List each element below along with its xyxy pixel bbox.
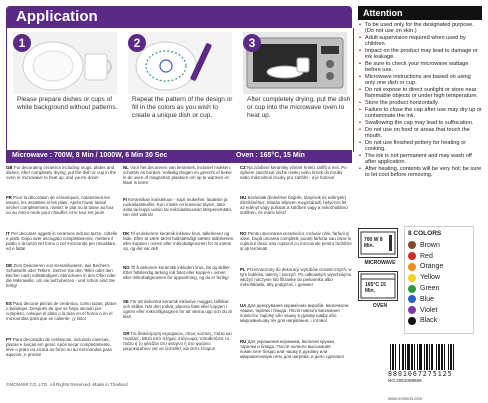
website-text: www.monami.com — [388, 396, 422, 401]
attention-item: • Store the product horizontally. — [365, 100, 482, 106]
lang-text: Per decorare oggetti in ceramica incluso tazze, coltelle e piatti. Dopo aver asciugato completamente, mettere il piatto o la tazza nel forno o nel microonde per riscaldare, ed è fatta! — [6, 231, 118, 252]
lang-block-dk — [123, 231, 235, 251]
barcode — [388, 344, 482, 388]
attention-item: • Failure to close the cap after use may dry up or contaminate the ink. — [365, 107, 482, 119]
color-list — [404, 226, 474, 334]
step-1 — [9, 28, 121, 152]
step-number: 1 — [13, 34, 31, 52]
color-swatch-icon — [408, 295, 416, 303]
lang-code: HU — [240, 195, 247, 200]
lang-text: Pentru decorarea ceramicilor, inclusiv căni, farfurii și vase. După uscarea completă, puneți farfuria sau cana în cuptorul clasic sau cuptorul cu microunde pentru încălzire și ați terminat! — [240, 231, 352, 252]
lang-block-fr — [6, 195, 118, 215]
lang-text: Til at dekorere keramik inklusiv krus, tallerkener og fade. Efter at være tørret fuldstændigt sættes tallerkenen eller koppen i ovnen eller mikrobølgeovnen for at varme op, og det var det! — [123, 231, 234, 252]
lang-block-hu — [240, 195, 352, 215]
microwave-spec: Microwave : 700W, 8 Min / 1000W, 6 Min 30 Sec — [12, 152, 168, 159]
attention-item: • After heating, contents will be very hot; be sure to let cool before removing. — [365, 166, 482, 178]
attention-item: • Be sure to check your microwave wattage before use. — [365, 61, 482, 73]
attention-item: • The ink is not permanent and may wash off after application. — [365, 153, 482, 165]
lang-code: ES — [6, 301, 12, 306]
lang-text: För att dekorera keramik inklusive muggar, tallrikar och skålar. När den torkat, placera fatet eller koppen i ugnen eller mikrovågsugnen för att värma upp och du är klar! — [123, 299, 233, 320]
lang-block-ro — [240, 231, 352, 251]
color-item: Yellow — [408, 272, 470, 283]
lang-code: RU — [240, 339, 247, 344]
lang-block-no — [123, 265, 235, 280]
barcode-icon — [388, 344, 482, 370]
application-steps — [6, 28, 354, 152]
color-item: Blue — [408, 294, 470, 305]
step-text: After completely drying, put the dish or cup into the microwave oven to heat up. — [247, 96, 351, 119]
lang-code: GB — [6, 165, 13, 170]
lang-block-cz — [240, 165, 352, 180]
lang-block-nl — [123, 165, 235, 185]
lang-block-it — [6, 231, 118, 251]
attention-item: • Impact on the product may lead to damage or ink leakage. — [365, 48, 482, 60]
color-item: Red — [408, 251, 470, 262]
attention-panel — [358, 6, 482, 179]
color-swatch-icon — [408, 274, 416, 282]
attention-item: • Swallowing the cap may lead to suffocation. — [365, 120, 482, 126]
attention-list — [358, 22, 482, 178]
color-swatch-icon — [408, 263, 416, 271]
lang-text: Voor het decoreren van keramiek, inclusief mokken, schotels en borden. Volledig drogen en gerecht of beker in de oven of magnetron plaatsen om op te warmen en klaar is kees! — [123, 165, 232, 186]
lang-code: FR — [6, 195, 12, 200]
color-item: Green — [408, 283, 470, 294]
step-2 — [124, 28, 236, 152]
color-item: Violet — [408, 305, 470, 316]
microwave-icon — [358, 228, 398, 258]
lang-text: Zum Dekorieren von Keramikwaren, wie Bechern, Schüsseln oder Tellern. Setzen Sie den Teller oder den Becher nach vollständigem Abtrocknen in den Ofen oder die Mikrowelle, um sie aufzuheizen - und schon sind Sie fertig! — [6, 263, 116, 289]
lang-code: SE — [123, 299, 129, 304]
lang-code: PL — [240, 267, 246, 272]
oven-spec: Oven : 165°C, 15 Min — [236, 152, 305, 159]
multilingual-instructions — [6, 165, 352, 380]
lang-code: DE — [6, 263, 13, 268]
lang-text: Przeznaczony do dekoracji wyrobów ceramicznych, w tym kubków, talerzy i naczyń. Po całkowitym wyschnięciu włożyć naczynie lub filiżankę do piekarnika albo mikrofalówki, aby podgrzać, i gotowe! — [240, 267, 352, 288]
lang-code: DK — [123, 231, 130, 236]
lang-block-de — [6, 263, 118, 288]
lang-text: Til å dekorere keramikk inkludert krus, fat og skåler. Etter fullstendig tørking må fatet eller koppen i ovnen eller mikrobølgeovnen for oppvarming, og du er ferdig! — [123, 265, 231, 281]
attention-item: • Adult supervision required when used by children. — [365, 35, 482, 47]
application-header — [6, 6, 352, 28]
lang-block-gb — [6, 165, 118, 180]
lang-code: UA — [240, 303, 247, 308]
lang-code: GR — [123, 331, 130, 336]
microwave-label: MICROWAVE — [364, 260, 396, 266]
lang-text: Para decoração de cerâmicas, incluindo canecas, placas e louças em geral. Após secar completamente, leve o prato ou xícara ao forno ou ao microondas para aquecer, e pronto! — [6, 337, 112, 358]
lang-text: Για διακόσμηση κεραμικών, όπως κούπες, πιάτα και πιατέλες. Μετά από πλήρες στέγνωμα, τοποθετήστε το πιάτο ή το φλιτζάνι στο φούρνο ή στο φούρνο μικροκυμάτων για να ζεσταθεί, και είστε έτοιμοι! — [123, 331, 232, 352]
barcode-number: 8801067275125 — [388, 370, 453, 378]
oven-value: 165°C 15 Min. — [365, 282, 386, 294]
lang-text: Na zdobení keramiky včetně hrnků, talířů a mís. Po úplném zaschnutí vložte misku nebo hrnek do trouby nebo mikrovlnné trouby pro zahřátí - a je hotovo! — [240, 165, 347, 181]
application-title: Application — [16, 8, 98, 25]
color-item: Orange — [408, 262, 470, 273]
lang-code: PT — [6, 337, 12, 342]
step-text: Please prepare dishes or cups of white background without patterns. — [17, 96, 118, 111]
step-text: Repeat the pattern of the design or fill in the colors as you wish to create a unique dish or cup. — [132, 96, 233, 119]
attention-item: • To be used only for the designated purpose. (Do not use on skin.) — [365, 22, 482, 34]
lang-text: For decorating ceramics including mugs, plates and dishes. After completely drying, put the dish or cup in the oven or microwave to heat up, and you're done! — [6, 165, 117, 181]
attention-title: Attention — [358, 6, 482, 20]
heating-icons — [358, 228, 402, 314]
attention-item: • Do not use on food or areas that touch the mouth. — [365, 127, 482, 139]
lang-code: FI — [123, 197, 127, 202]
lang-code: NO — [123, 265, 130, 270]
microwave-value: 700 W 8 Min. — [364, 237, 383, 249]
step-3 — [239, 28, 351, 152]
attention-item: • Do not expose to direct sunlight or store near flammable objects or under high temperature. — [365, 87, 482, 99]
colors-title: 8 COLORS — [408, 230, 442, 237]
color-swatch-icon — [408, 306, 416, 314]
lang-code: NL — [123, 165, 129, 170]
lang-text: Kerámiák (beleértve bögrék, tányérok és edények) díszítéséhez. Miután teljesen megszáradt, helyezze fel az edényt vagy poharat a sütőben vagy a mikrohullámú sütőben, és máris kész! — [240, 195, 348, 216]
attention-item: • Do not use finished pottery for heating or cooking. — [365, 140, 482, 152]
step-number: 3 — [243, 34, 261, 52]
lang-text: Для декорування керамічних виробів, включаючи чашки, тарілки і блюда. Після повного висихання помістіть тарілку або чашку в духову шафу або мікрохвильову піч для нагрівання, і готово! — [240, 303, 349, 324]
color-swatch-icon — [408, 241, 416, 249]
color-swatch-icon — [408, 285, 416, 293]
color-swatch-icon — [408, 252, 416, 260]
oven-label: OVEN — [372, 303, 388, 309]
lang-text: Keramiikan koristeluun - sopii mukeihin, lautasiin ja ruokailuastioihin. Kun muste on kuivunut täysin, laita astia tai kuppi uuniin tai mikroaaltouuniin lämpenemään, niin olet valmis! — [123, 197, 233, 218]
attention-item: • Microwave instructions are based on using only one dish or cup. — [365, 74, 482, 86]
color-swatch-icon — [408, 317, 416, 325]
lang-block-ua — [240, 303, 352, 323]
heating-spec-bar — [6, 150, 352, 163]
lang-block-ru — [240, 339, 352, 359]
lang-block-se — [123, 299, 235, 319]
step-number: 2 — [128, 34, 146, 52]
lang-code: RO — [240, 231, 247, 236]
lang-block-fi — [123, 197, 235, 217]
lang-block-es — [6, 301, 118, 321]
lang-text: Для украшения керамики, включая кружки, тарелки и блюда. После полного высыхания поместите блюдо или чашку в духовку или микроволновую печь для нагрева, и дело сделано! — [240, 339, 344, 360]
copyright-text: ©MONAMI CO.,LTD. All Rights Reserved. Made in Thailand — [6, 382, 128, 387]
lang-text: Pour la décoration de céramiques, notamment les tasses, les assiettes et les plats. Après l'avoir laissé sécher complètement, mettez le plat ou la tasse au four ou au micro-onde pour chauffer, et le tour est joué! — [6, 195, 114, 216]
barcode-ref: NO.2051059508 — [388, 378, 422, 383]
lang-text: Para decorar piezas de cerámica, como tazas, platos o bandejas. Después de que se haya secado por completo, coloque el plato o la taza en el horno o en el microondas para que se caliente, ¡y listo! — [6, 301, 117, 322]
lang-code: CZ — [240, 165, 246, 170]
color-item: Brown — [408, 240, 470, 251]
color-item: Black — [408, 316, 470, 327]
lang-block-pt — [6, 337, 118, 357]
lang-code: IT — [6, 231, 10, 236]
lang-block-gr — [123, 331, 235, 351]
oven-icon — [358, 271, 398, 301]
lang-block-pl — [240, 267, 352, 287]
